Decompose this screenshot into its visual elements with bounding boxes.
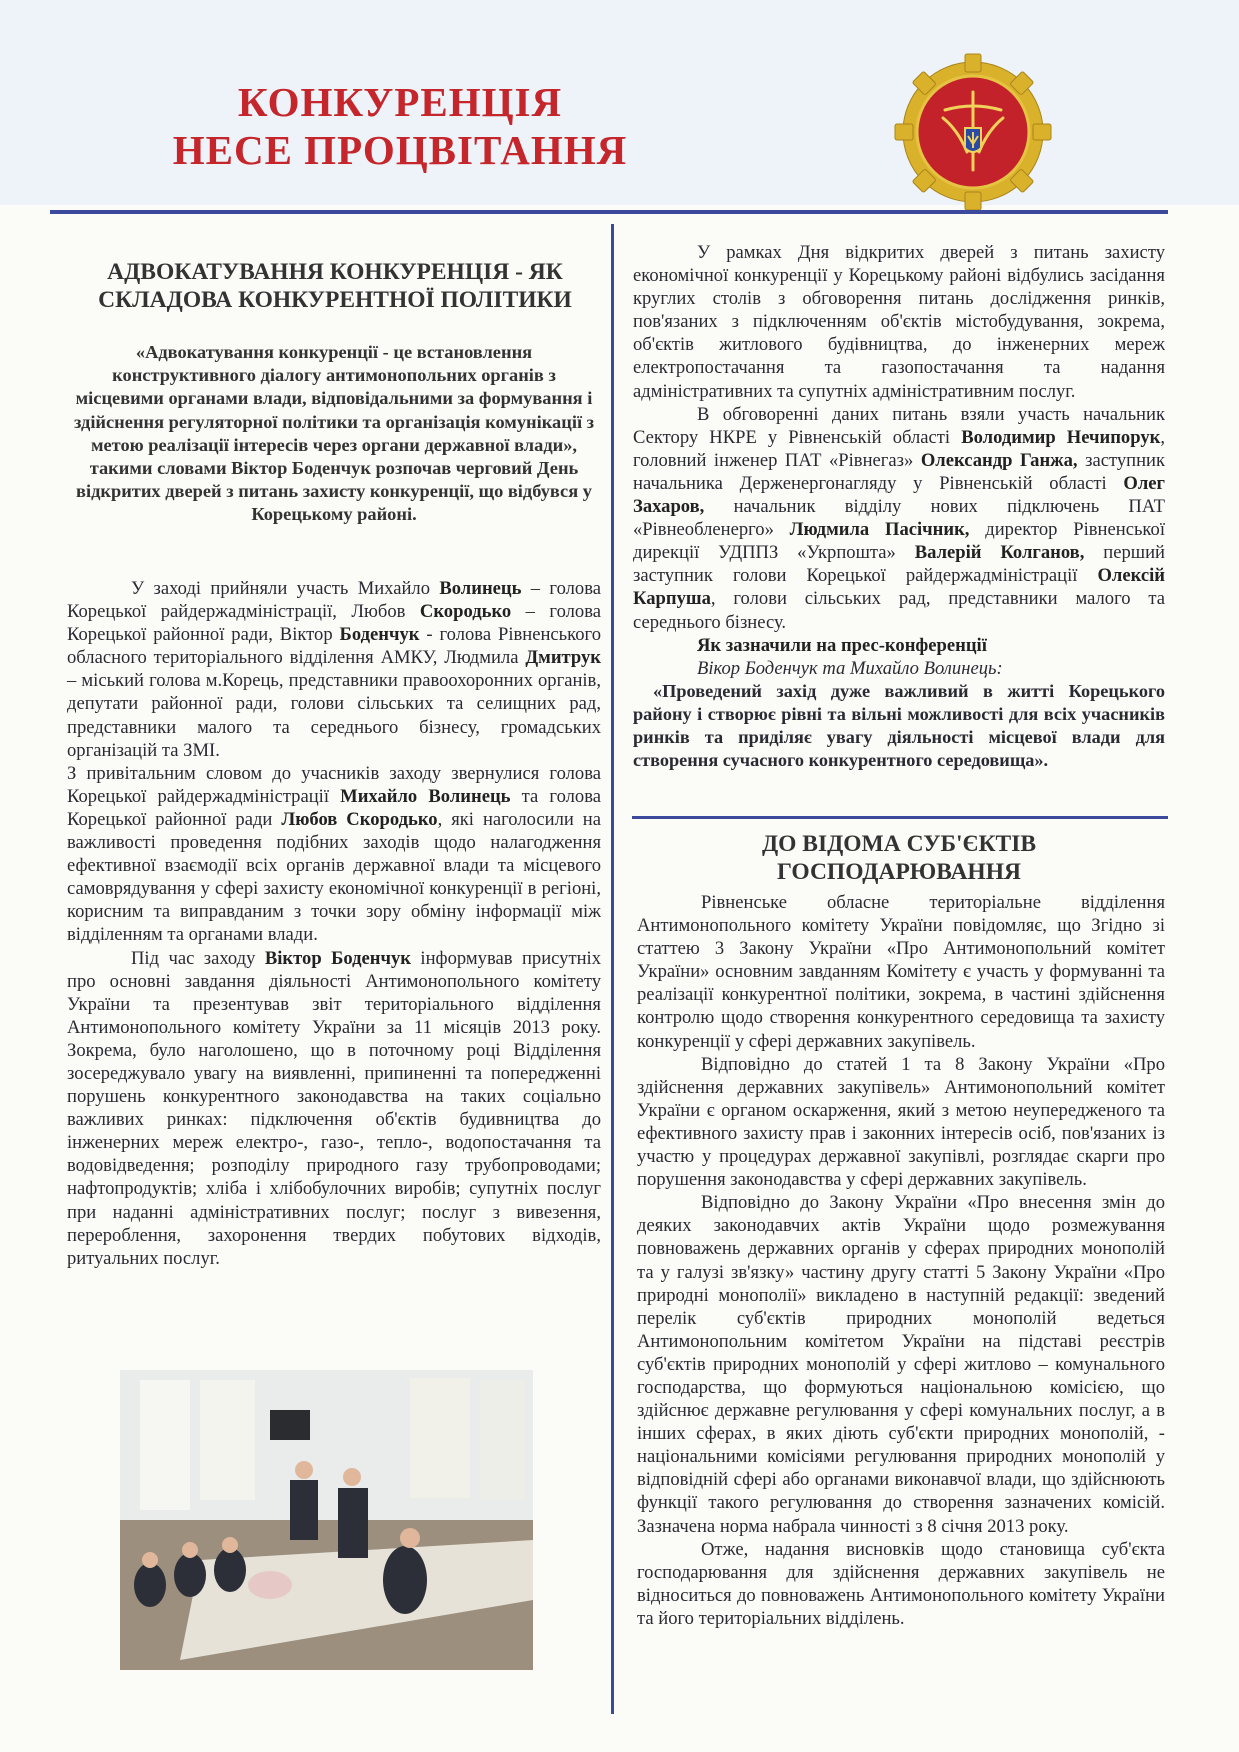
title-line-1: КОНКУРЕНЦІЯ	[237, 79, 563, 125]
notice-paragraph-1: Рівненське обласне територіальне відділення Антимонопольного комітету України повідомляє, що Згідно зі статтею 3 Закону України «Про Антимонопольний комітет України» основним завданням Комітету є участь у формуванні та реалізації конкурентної політики, зокрема, в частині здійснення контролю щодо створення конкурентного середовища та захисту конкуренції у сфері державних закупівель.	[637, 892, 1165, 1052]
right-heading	[633, 830, 1165, 886]
section-divider	[632, 816, 1168, 819]
left-body	[67, 577, 601, 1270]
title-line-2: НЕСЕ ПРОЦВІТАННЯ	[172, 127, 628, 173]
right-heading-line-1: ДО ВІДОМА СУБ'ЄКТІВ	[761, 831, 1037, 857]
lead-paragraph: «Адвокатування конкуренції - це встановлення конструктивного діалогу антимонопольних органів з місцевими органами влади, відповідальними за формування і здійснення регуляторної політики та організація комунікації з метою реалізації інтересів через органи державної влади», такими словами Віктор Боденчук розпочав черговий День відкритих дверей з питань захисту конкуренції, що відбувся у Корецькому районі.	[73, 342, 595, 525]
column-divider	[611, 224, 614, 1714]
meeting-photo-icon	[120, 1370, 533, 1670]
right-paragraph-2: В обговоренні даних питань взяли участь начальник Сектору НКРЕ у Рівненській області Володимир Нечипорук, головний інженер ПАТ «Рівнегаз» Олександр Ганжа, заступник начальника Держенергонагляду у Рівненській області Олег Захаров, начальник відділу нових підключень ПАТ «Рівнеобленерго» Людмила Пасічник, директор Рівненської дирекції УДППЗ «Укрпошта» Валерій Колганов, перший заступник голови Корецької райдержадміністрації Олексій Карпуша, голови сільських рад, представники малого та середнього бізнесу.	[633, 403, 1166, 633]
notice-paragraph-3: Відповідно до Закону України «Про внесення змін до деяких законодавчих актів України щодо розмежування повноважень державних органів у сферах природних монополій та у галузі зв'язку» частину другу статті 5 Закону України «Про природні монополії» викладено в наступній редакції: зведений перелік суб'єктів природних монополій ведеться Антимонопольним комітетом України на підставі реєстрів суб'єктів природних монополій у сфері житлово – комунального господарства, що формуються національною комісією, що здійснює державне регулювання у сфері комунальних послуг, а в інших сферах, в яких діють суб'єкти природних монополій, - національними комісіями регулювання природних монополій у відповідній сфері або органами виконавчої влади, що здійснюють функції такого регулювання до створення зазначених комісій. Зазначена норма набрала чинності з 8 січня 2013 року.	[637, 1192, 1165, 1537]
right-heading-line-2: ГОСПОДАРЮВАННЯ	[777, 859, 1021, 885]
left-heading-line-2: СКЛАДОВА КОНКУРЕНТНОЇ ПОЛІТИКИ	[98, 287, 572, 313]
press-names: Вікор Боденчук та Михайло Волинець:	[697, 657, 1003, 679]
left-heading-line-1: АДВОКАТУВАННЯ КОНКУРЕНЦІЯ - ЯК	[107, 259, 563, 285]
quote: «Проведений захід дуже важливий в житті Корецького району і створює рівні та вільні можливості для всіх учасників ринків та приділяє увагу діяльності місцевої влади для створення сучасного конкурентного середовища».	[633, 680, 1165, 771]
left-paragraph-3: Під час заходу Віктор Боденчук інформував присутніх про основні завдання діяльності Антимонопольного комітету України та презентував звіт територіального відділення Антимонопольного комітету України за 11 місяців 2013 року. Зокрема, було наголошено, що в поточному році Відділення зосереджувало увагу на виявленні, припиненні та попередженні порушень конкурентного законодавства на таких соціально важливих ринках: підключення об'єктів будивництва до інженерних мереж електро-, газо-, тепло-, водопостачання та водовідведення; розподілу природного газу трубопроводами; нафтопродуктів; хліба і хлібобулочних виробів; супутніх послуг при наданні адміністративних послуг; послуг з вивезення, перероблення, захоронення твердих побутових відходів, ритуальних послуг.	[67, 947, 601, 1269]
top-divider	[50, 210, 1168, 214]
right-body	[633, 241, 1165, 772]
amku-emblem-icon	[893, 52, 1053, 212]
page-title	[150, 78, 650, 174]
press-label: Як зазначили на прес-конференції	[697, 634, 987, 656]
left-paragraph-1: У заході прийняли участь Михайло Волинець – голова Корецької райдержадміністрації, Любов Скородько – голова Корецької районної ради, Віктор Боденчук - голова Рівненського обласного територіального відділення АМКУ, Людмила Дмитрук – міський голова м.Корець, представники правоохоронних органів, депутати районної ради, голови сільських та селищних рад, представники малого та середнього бізнесу, громадських організацій та ЗМІ.	[67, 578, 602, 761]
notice-paragraph-4: Отже, надання висновків щодо становища суб'єкта господарювання для здійснення державних закупівель не відноситься до повноважень Антимонопольного комітету України та його територіальних відділень.	[637, 1538, 1165, 1629]
notice-paragraph-2: Відповідно до статей 1 та 8 Закону України «Про здійснення державних закупівель» Антимонопольний комітет України є органом оскарження, який з метою неупередженого та ефективного захисту прав і законних інтересів осіб, пов'язаних із участю у процедурах державної закупівлі, розглядає скарги про порушення законодавства у сфері державних закупівель.	[637, 1053, 1165, 1191]
notice-body	[637, 891, 1165, 1630]
left-heading	[70, 258, 600, 314]
left-paragraph-2: З привітальним словом до учасників заходу звернулися голова Корецької райдержадміністрації Михайло Волинець та голова Корецької районної ради Любов Скородько, які наголосили на важливості проведення подібних заходів щодо налагодження ефективної взаємодії всіх органів державної влади та місцевого самоврядування у сфері захисту економічної конкуренції в регіоні, корисним та виправданим з точки зору обміну інформації між відділенням та органами влади.	[67, 762, 602, 946]
right-paragraph-1: У рамках Дня відкритих дверей з питань захисту економічної конкуренції у Корецькому районі відбулись засідання круглих столів з обговорення питань дослідження ринків, пов'язаних з підключенням об'єктів містобудування, зокрема, об'єктів житлового будівництва, до інженерних мереж електропостачання та газопостачання та надання адміністративних та супутніх адміністративним послуг.	[633, 242, 1165, 402]
